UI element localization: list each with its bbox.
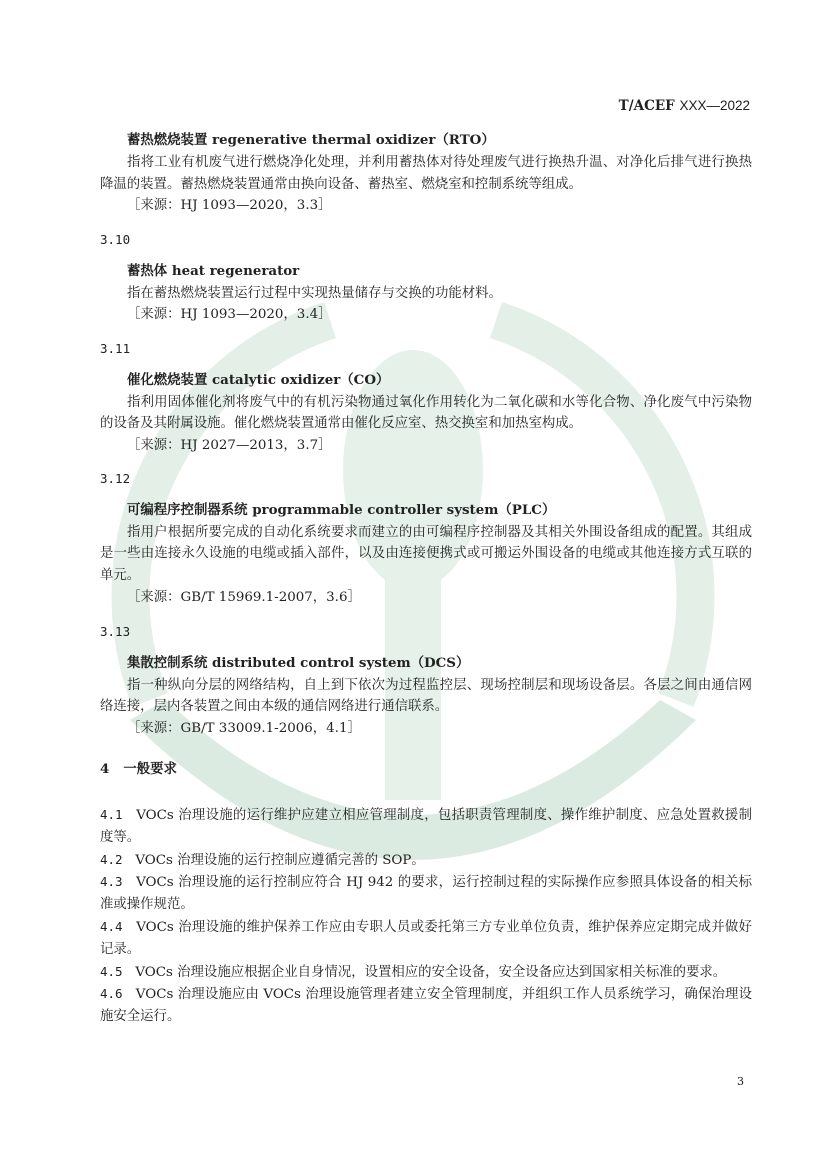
clause: 4.2 VOCs 治理设施的运行控制应遵循完善的 SOP。 bbox=[100, 851, 425, 868]
term-title: 蓄热燃烧装置 regenerative thermal oxidizer（RTO） bbox=[127, 132, 495, 148]
term-title: 蓄热体 heat regenerator bbox=[127, 262, 300, 279]
term-source: ［来源：HJ 1093—2020，3.3］ bbox=[127, 198, 332, 214]
document-header bbox=[619, 98, 750, 114]
term-definition: 指一种纵向分层的网络结构，自上到下依次为过程监控层、现场控制层和现场设备层。各层之间由通信网络连接，层内各装置之间由本级的通信网络进行通信联系。 bbox=[100, 677, 752, 715]
term-source: ［来源：HJ 1093—2020，3.4］ bbox=[127, 307, 332, 323]
clause: 4.3 VOCs 治理设施的运行控制应符合 HJ 942 的要求，运行控制过程的实际操作应参照具体设备的相关标准或操作规范。 bbox=[100, 874, 752, 913]
term-entry bbox=[100, 338, 752, 457]
term-entry bbox=[100, 130, 752, 217]
term-definition: 指在蓄热燃烧装置运行过程中实现热量储存与交换的功能材料。 bbox=[127, 285, 502, 301]
term-number: 3.13 bbox=[100, 624, 131, 639]
term-title: 催化燃烧装置 catalytic oxidizer（CO） bbox=[127, 371, 390, 388]
term-source: ［来源：GB/T 33009.1-2006，4.1］ bbox=[127, 721, 361, 737]
clause: 4.6 VOCs 治理设施应由 VOCs 治理设施管理者建立安全管理制度，并组织工作人员系统学习，确保治理设施安全运行。 bbox=[100, 986, 752, 1025]
term-title: 可编程序控制器系统 programmable controller system（PLC） bbox=[127, 501, 556, 518]
standard-number: XXX—2022 bbox=[679, 98, 750, 113]
term-entry bbox=[100, 621, 752, 740]
term-number: 3.11 bbox=[100, 341, 131, 356]
term-definition: 指利用固体催化剂将废气中的有机污染物通过氧化作用转化为二氧化碳和水等化合物、净化废气中污染物的设备及其附属设施。催化燃烧装置通常由催化反应室、热交换室和加热室构成。 bbox=[100, 394, 752, 432]
term-source: ［来源：HJ 2027—2013，3.7］ bbox=[127, 438, 332, 454]
standard-code: T/ACEF bbox=[618, 98, 675, 114]
clause: 4.5 VOCs 治理设施应根据企业自身情况，设置相应的安全设备，安全设备应达到国家相关标准的要求。 bbox=[100, 963, 727, 980]
clause: 4.1 VOCs 治理设施的运行维护应建立相应管理制度，包括职责管理制度、操作维护制度、应急处置救援制度等。 bbox=[100, 807, 752, 845]
section-heading: 4 一般要求 bbox=[100, 761, 177, 777]
term-definition: 指用户根据所要完成的自动化系统要求而建立的由可编程序控制器及其相关外围设备组成的配置。其组成是一些由连接永久设施的电缆或插入部件，以及由连接便携式或可搬运外围设备的电缆或其他连接方式互联的单元。 bbox=[100, 524, 752, 584]
clause-list bbox=[100, 804, 752, 1028]
page-number: 3 bbox=[737, 1075, 744, 1088]
term-definition: 指将工业有机废气进行燃烧净化处理，并利用蓄热体对待处理废气进行换热升温、对净化后排气进行换热降温的装置。蓄热燃烧装置通常由换向设备、蓄热室、燃烧室和控制系统等组成。 bbox=[100, 154, 752, 192]
term-title: 集散控制系统 distributed control system（DCS） bbox=[127, 654, 470, 671]
term-number: 3.12 bbox=[100, 471, 131, 486]
clause: 4.4 VOCs 治理设施的维护保养工作应由专职人员或委托第三方专业单位负责，维护保养应定期完成并做好记录。 bbox=[100, 918, 752, 957]
term-entry bbox=[100, 229, 752, 326]
term-entry bbox=[100, 468, 752, 609]
term-number: 3.10 bbox=[100, 232, 131, 247]
term-source: ［来源：GB/T 15969.1-2007，3.6］ bbox=[127, 589, 361, 605]
